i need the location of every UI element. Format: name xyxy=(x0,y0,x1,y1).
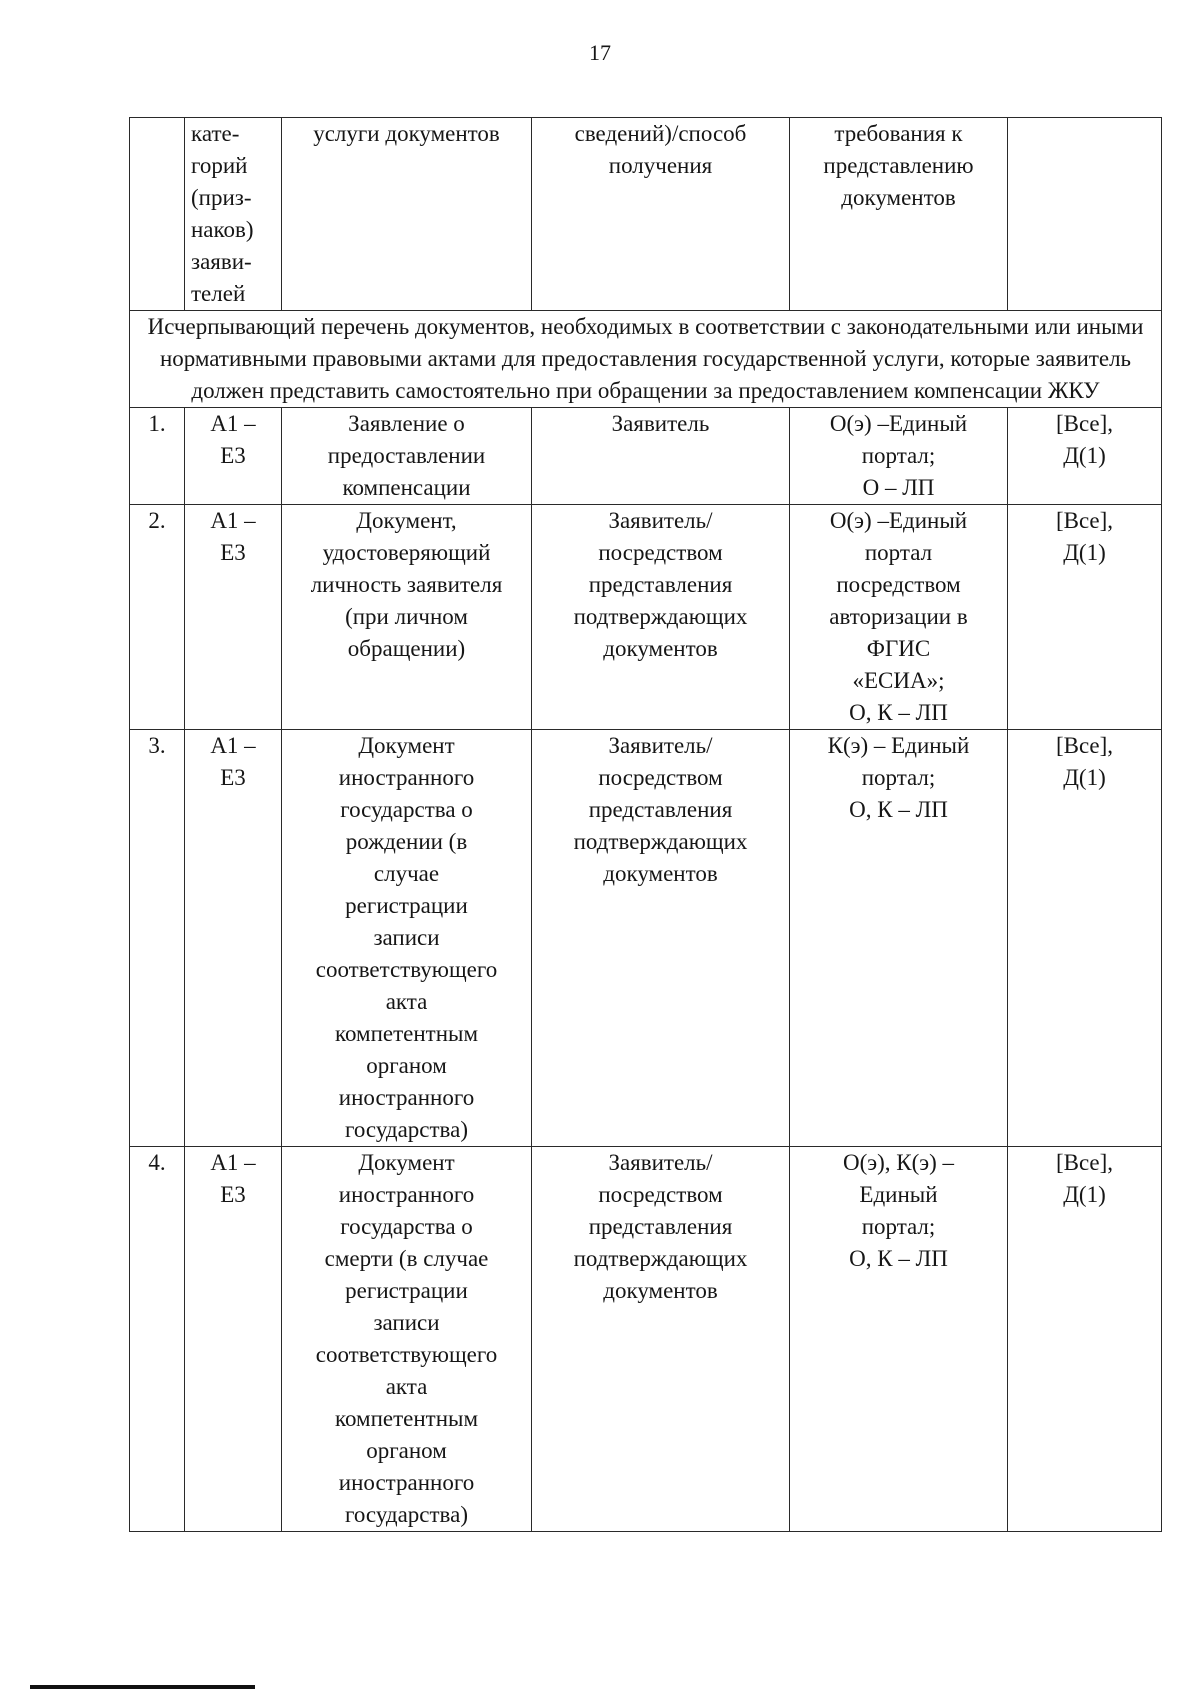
row-source: Заявитель/ посредством представления подтверждающих документов xyxy=(532,730,790,1147)
page-number: 17 xyxy=(589,40,611,65)
row-category: А1 – Е3 xyxy=(185,730,282,1147)
header-cell-categories: кате- горий (приз- наков) заяви- телей xyxy=(185,118,282,311)
row-number: 2. xyxy=(130,505,185,730)
section-heading: Исчерпывающий перечень документов, необходимых в соответствии с законодательными или иными нормативными правовыми актами для предоставления государственной услуги, которые заявитель должен представить самостоятельно при обращении за предоставлением компенсации ЖКУ xyxy=(130,311,1162,408)
row-requirements: О(э) –Единый портал посредством авторизации в ФГИС «ЕСИА»; О, К – ЛП xyxy=(790,505,1008,730)
table-row xyxy=(130,408,1162,505)
row-source: Заявитель/ посредством представления подтверждающих документов xyxy=(532,505,790,730)
header-cell-documents: услуги документов xyxy=(282,118,532,311)
row-document: Документ иностранного государства о смерти (в случае регистрации записи соответствующего акта компетентным органом иностранного государства) xyxy=(282,1147,532,1532)
row-note: [Все], Д(1) xyxy=(1008,408,1162,505)
header-cell-source: сведений)/способ получения xyxy=(532,118,790,311)
row-note: [Все], Д(1) xyxy=(1008,1147,1162,1532)
section-heading-row xyxy=(130,311,1162,408)
row-category: А1 – Е3 xyxy=(185,408,282,505)
row-number: 3. xyxy=(130,730,185,1147)
row-requirements: О(э) –Единый портал; О – ЛП xyxy=(790,408,1008,505)
row-document: Заявление о предоставлении компенсации xyxy=(282,408,532,505)
row-number: 4. xyxy=(130,1147,185,1532)
documents-table xyxy=(129,117,1162,1532)
footnote-separator xyxy=(30,1685,255,1689)
header-cell-number xyxy=(130,118,185,311)
row-requirements: О(э), К(э) – Единый портал; О, К – ЛП xyxy=(790,1147,1008,1532)
table-row xyxy=(130,505,1162,730)
row-note: [Все], Д(1) xyxy=(1008,730,1162,1147)
row-note: [Все], Д(1) xyxy=(1008,505,1162,730)
row-number: 1. xyxy=(130,408,185,505)
row-source: Заявитель xyxy=(532,408,790,505)
table-header-row xyxy=(130,118,1162,311)
table-row xyxy=(130,730,1162,1147)
table-row xyxy=(130,1147,1162,1532)
header-cell-notes xyxy=(1008,118,1162,311)
row-document: Документ иностранного государства о рождении (в случае регистрации записи соответствующего акта компетентным органом иностранного государства) xyxy=(282,730,532,1147)
row-requirements: К(э) – Единый портал; О, К – ЛП xyxy=(790,730,1008,1147)
row-document: Документ, удостоверяющий личность заявителя (при личном обращении) xyxy=(282,505,532,730)
row-category: А1 – Е3 xyxy=(185,505,282,730)
row-source: Заявитель/ посредством представления подтверждающих документов xyxy=(532,1147,790,1532)
header-cell-requirements: требования к представлению документов xyxy=(790,118,1008,311)
row-category: А1 – Е3 xyxy=(185,1147,282,1532)
